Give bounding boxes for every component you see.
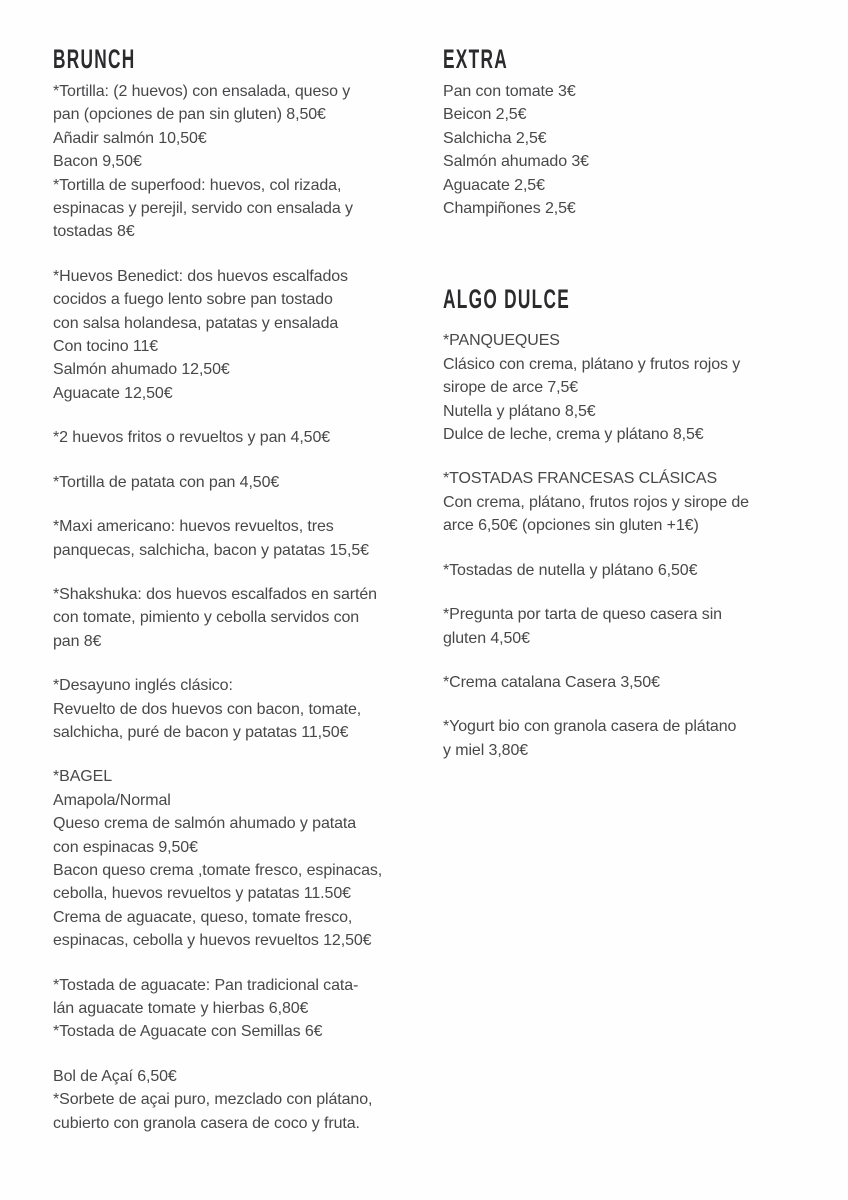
menu-line: y miel 3,80€ [443,741,529,759]
menu-line: *BAGEL [53,768,112,786]
menu-line: salchicha, puré de bacon y patatas 11,50€ [53,723,349,741]
menu-line: panquecas, salchicha, bacon y patatas 15,5€ [53,541,369,559]
extra-block-items [443,80,833,220]
menu-line: *TOSTADAS FRANCESAS CLÁSICAS [443,470,718,488]
algo-dulce-heading: ALGO DULCE [443,284,571,315]
brunch-block-huevos-benedict [53,265,421,405]
brunch-heading: BRUNCH [53,44,136,74]
menu-line: *Tortilla: (2 huevos) con ensalada, queso y [53,83,351,100]
menu-line: espinacas y perejil, servido con ensalada y [53,200,353,218]
brunch-block-shakshuka [53,583,421,653]
menu-line: Con crema, plátano, frutos rojos y sirope de [443,493,749,511]
menu-line: Salchicha 2,5€ [443,129,547,147]
menu-line: *Sorbete de açai puro, mezclado con plátano, [53,1091,373,1109]
menu-line: sirope de arce 7,5€ [443,379,579,397]
menu-line: *Tortilla de patata con pan 4,50€ [53,473,280,491]
menu-line: Clásico con crema, plátano y frutos rojos y [443,355,741,373]
menu-line: Beicon 2,5€ [443,106,527,124]
brunch-block-tortilla [53,80,421,244]
menu-line: Salmón ahumado 3€ [443,153,589,171]
menu-line: pan 8€ [53,632,102,650]
menu-line: con espinacas 9,50€ [53,838,198,856]
algo-dulce-block-tostadas-francesas [443,467,833,537]
menu-line: cubierto con granola casera de coco y fruta. [53,1114,360,1132]
menu-line: Bacon queso crema ,tomate fresco, espinacas, [53,861,383,879]
extra-heading: EXTRA [443,44,508,74]
menu-line: Aguacate 12,50€ [53,384,173,402]
menu-line: *Tostadas de nutella y plátano 6,50€ [443,561,698,579]
brunch-section [53,44,421,1135]
brunch-block-tortilla-patata [53,471,421,494]
menu-line: *2 huevos fritos o revueltos y pan 4,50€ [53,429,331,447]
menu-line: *Tortilla de superfood: huevos, col rizada, [53,176,342,194]
menu-line: Salmón ahumado 12,50€ [53,361,230,379]
brunch-block-bol-acai [53,1065,421,1135]
menu-line: *Huevos Benedict: dos huevos escalfados [53,267,348,285]
algo-dulce-block-tarta-queso [443,603,833,650]
brunch-block-huevos-fritos [53,426,421,449]
menu-line: con salsa holandesa, patatas y ensalada [53,314,339,332]
menu-line: *Tostada de aguacate: Pan tradicional cata- [53,976,359,994]
menu-line: *Shakshuka: dos huevos escalfados en sartén [53,585,377,603]
brunch-block-bagel [53,765,421,952]
menu-line: cocidos a fuego lento sobre pan tostado [53,291,333,309]
menu-line: tostadas 8€ [53,223,135,241]
menu-line: Revuelto de dos huevos con bacon, tomate, [53,700,362,718]
menu-line: *PANQUEQUES [443,332,560,350]
menu-line: gluten 4,50€ [443,629,530,647]
brunch-block-desayuno-ingles [53,674,421,744]
algo-dulce-block-yogurt [443,715,833,762]
menu-line: *Crema catalana Casera 3,50€ [443,673,660,691]
menu-line: Champiñones 2,5€ [443,200,576,218]
menu-line: cebolla, huevos revueltos y patatas 11.50€ [53,885,351,903]
algo-dulce-block-panqueques [443,329,833,446]
menu-line: Amapola/Normal [53,791,171,809]
menu-line: *Yogurt bio con granola casera de plátano [443,718,737,736]
menu-line: Dulce de leche, crema y plátano 8,5€ [443,426,704,444]
menu-line: Nutella y plátano 8,5€ [443,402,596,420]
menu-line: arce 6,50€ (opciones sin gluten +1€) [443,517,699,535]
algo-dulce-block-crema-catalana [443,671,833,694]
menu-line: lán aguacate tomate y hierbas 6,80€ [53,1000,309,1017]
menu-line: *Pregunta por tarta de queso casera sin [443,606,722,624]
menu-line: Bacon 9,50€ [53,153,142,171]
right-column [443,44,833,762]
menu-line: pan (opciones de pan sin gluten) 8,50€ [53,106,326,124]
menu-line: Añadir salmón 10,50€ [53,129,207,147]
menu-line: Con tocino 11€ [53,338,159,356]
menu-line: Pan con tomate 3€ [443,83,576,100]
menu-line: *Desayuno inglés clásico: [53,677,233,695]
menu-line: *Maxi americano: huevos revueltos, tres [53,518,334,536]
menu-line: Bol de Açaí 6,50€ [53,1067,177,1085]
menu-line: Crema de aguacate, queso, tomate fresco, [53,908,353,926]
algo-dulce-block-tostadas-nutella [443,559,833,582]
menu-line: con tomate, pimiento y cebolla servidos con [53,609,360,627]
brunch-block-maxi-americano [53,515,421,562]
brunch-block-tostada-aguacate [53,974,421,1044]
menu-line: espinacas, cebolla y huevos revueltos 12,50€ [53,932,372,950]
menu-line: Aguacate 2,5€ [443,176,545,194]
menu-line: *Tostada de Aguacate con Semillas 6€ [53,1023,323,1041]
menu-line: Queso crema de salmón ahumado y patata [53,815,357,833]
